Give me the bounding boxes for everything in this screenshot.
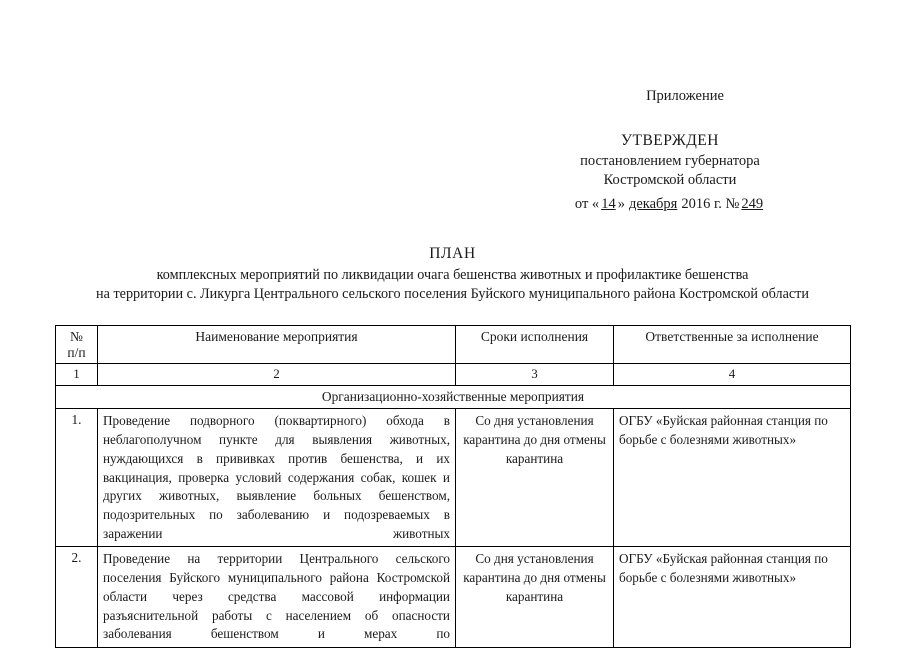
table-row [56,409,851,547]
page-title: ПЛАН [429,244,476,262]
approval-date-line [490,195,850,215]
document-header [55,88,850,215]
table-row [56,547,851,648]
date-day: 14 [601,196,616,213]
approved-title: УТВЕРЖДЕН [621,132,719,149]
header-number-line2: п/п [67,344,86,360]
header-cell-number [56,326,98,364]
table-section-row [56,386,851,409]
approved-authority-line2: Костромской области [603,172,737,189]
row-measure-name: Проведение на территории Центрального сельского поселения Буйского муниципального района Костромской области через средства массовой информации разъяснительной работы с населением об опасности заболевания бешенством и мерах по [98,547,456,648]
column-number-3: 3 [456,364,614,386]
row-index: 1. [56,409,98,547]
date-number: 249 [741,196,764,213]
page-subtitle-line2: на территории с. Ликурга Центрального сельского поселения Буйского муниципального района Костромской области [96,286,809,303]
row-term: Со дня установления карантина до дня отмены карантина [456,409,614,547]
date-month: декабря [628,196,678,213]
row-index: 2. [56,547,98,648]
plan-table [55,325,851,648]
header-cell-responsible: Ответственные за исполнение [614,326,851,364]
table-header-row [56,326,851,364]
column-number-4: 4 [614,364,851,386]
row-responsible: ОГБУ «Буйская районная станция по борьбе с болезнями животных» [614,547,851,648]
row-term: Со дня установления карантина до дня отмены карантина [456,547,614,648]
date-prefix: от « [574,196,600,213]
appendix-label: Приложение [646,88,724,104]
approved-authority-line1: постановлением губернатора [580,152,760,169]
approval-block [490,131,850,215]
date-year: 2016 г. [681,196,722,213]
header-cell-term: Сроки исполнения [456,326,614,364]
table-column-number-row [56,364,851,386]
header-number-line1: № [70,329,83,345]
section-title: Организационно-хозяйственные мероприятия [56,386,851,409]
row-measure-name: Проведение подворного (поквартирного) обхода в неблагополучном пункте для выявления животных, нуждающихся в прививках против бешенства, и их вакцинация, проверка условий содержания собак, кошек и других животных, выявление больных бешенством, подозрительных по заболеванию и подозреваемых в заражении животных [98,409,456,547]
page-subtitle-line1: комплексных мероприятий по ликвидации очага бешенства животных и профилактике бешенства [156,266,749,283]
column-number-1: 1 [56,364,98,386]
column-number-2: 2 [98,364,456,386]
header-cell-name: Наименование мероприятия [98,326,456,364]
date-number-label: № [725,196,740,213]
date-quote: » [617,196,625,213]
row-responsible: ОГБУ «Буйская районная станция по борьбе с болезнями животных» [614,409,851,547]
